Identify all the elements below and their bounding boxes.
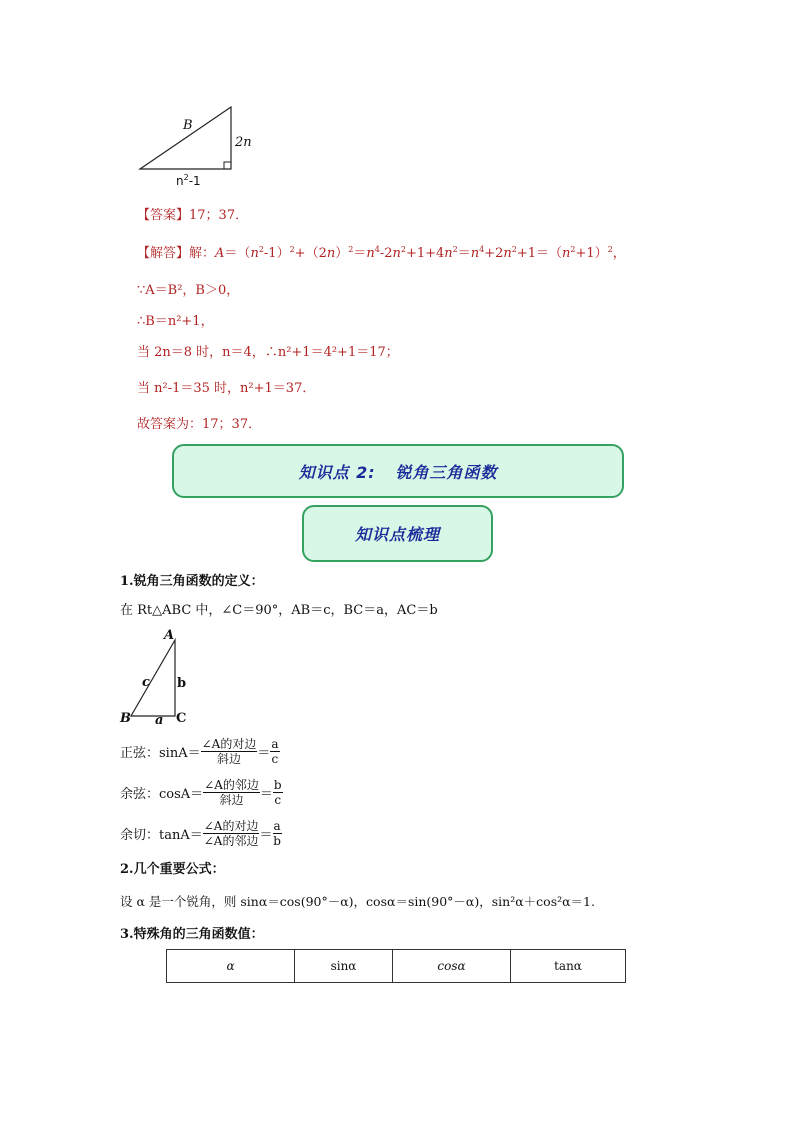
solution-line-2: ∵A＝B²，B＞0， (137, 283, 240, 298)
solution-line-4: 当 2n＝8 时，n＝4，∴n²+1＝4²+1＝17； (137, 345, 399, 360)
tangent-letter-fraction: $\frac{a}{b}$ (273, 818, 281, 848)
table-header-cos: cosα (393, 950, 511, 983)
cosine-letter-fraction: $\frac{b}{c}$ (273, 777, 282, 807)
vertex-c-label: C (176, 711, 187, 726)
solution-line-6: 故答案为：17；37． (137, 417, 262, 432)
solution-tag: 【解答】 (137, 246, 190, 261)
sine-word-fraction: $\frac{\text{∠A的对边}}{\text{斜边}}$ (201, 736, 257, 766)
cosine-word-fraction: $\frac{\text{∠A的邻边}}{\text{斜边}}$ (204, 777, 259, 807)
cosine-label: 余弦：cosA＝ (120, 786, 204, 802)
side-c-label: c (142, 675, 150, 690)
section1-intro: 在 Rt△ABC 中，∠C＝90°，AB＝c，BC＝a，AC＝b (120, 603, 438, 618)
knowledge-point-title: 知识点 2: 锐角三角函数 (298, 462, 498, 482)
sine-label: 正弦：sinA＝ (120, 745, 201, 761)
triangle1-hypotenuse-label: B (183, 118, 193, 133)
table-header-tan: tanα (511, 950, 626, 983)
table-header-sin: sinα (295, 950, 393, 983)
solution-line-1: 【解答】解：$A=(n^2-1)^2+(2n)^2=n^4-2n^2+1+4n^2=n^4+2n^2+1=(n^2+1)^2$， (137, 245, 626, 261)
section1-heading: 1.锐角三角函数的定义： (120, 574, 264, 589)
side-a-label: a (155, 713, 164, 728)
tangent-label: 余切：tanA＝ (120, 827, 203, 843)
section2-heading: 2.几个重要公式： (120, 862, 225, 877)
sine-letter-fraction: $\frac{a}{c}$ (271, 736, 279, 766)
triangle1-horizontal-leg-label: $n^2-1$ (176, 173, 201, 188)
triangle1-vertical-leg-label: 2n (235, 135, 252, 150)
answer-line (137, 208, 248, 224)
sine-formula: 正弦：sinA＝ $\frac{\text{∠A的对边}}{\text{斜边}}$ ＝ $\frac{a}{c}$ (120, 736, 279, 766)
answer-text: 17；37． (189, 208, 249, 223)
section2-text: 设 α 是一个锐角，则 sinα＝cos(90°－α)，cosα＝sin(90°－α)，sin²α＋cos²α＝1. (120, 894, 595, 909)
solution-line-3: ∴B＝n²+1， (137, 314, 214, 329)
knowledge-point-banner (172, 444, 624, 498)
cosine-formula: 余弦：cosA＝ $\frac{\text{∠A的邻边}}{\text{斜边}}$ ＝ $\frac{b}{c}$ (120, 777, 282, 807)
side-b-label: b (177, 676, 187, 691)
tangent-word-fraction: $\frac{\text{∠A的对边}}{\text{∠A的邻边}}$ (203, 818, 259, 848)
vertex-a-label: A (164, 628, 175, 643)
knowledge-summary-title: 知识点梳理 (354, 525, 440, 544)
section3-heading: 3.特殊角的三角函数值： (120, 927, 264, 942)
knowledge-summary-banner (302, 505, 493, 562)
tangent-formula: 余切：tanA＝ $\frac{\text{∠A的对边}}{\text{∠A的邻边}}$ ＝ $\frac{a}{b}$ (120, 818, 281, 848)
table-header-alpha: α (167, 950, 295, 983)
answer-tag: 【答案】 (137, 208, 190, 223)
solution-line-5: 当 n²-1＝35 时，n²+1＝37． (137, 381, 316, 396)
table-row (167, 950, 626, 983)
special-angle-table (166, 949, 626, 983)
vertex-b-label: B (120, 711, 131, 726)
